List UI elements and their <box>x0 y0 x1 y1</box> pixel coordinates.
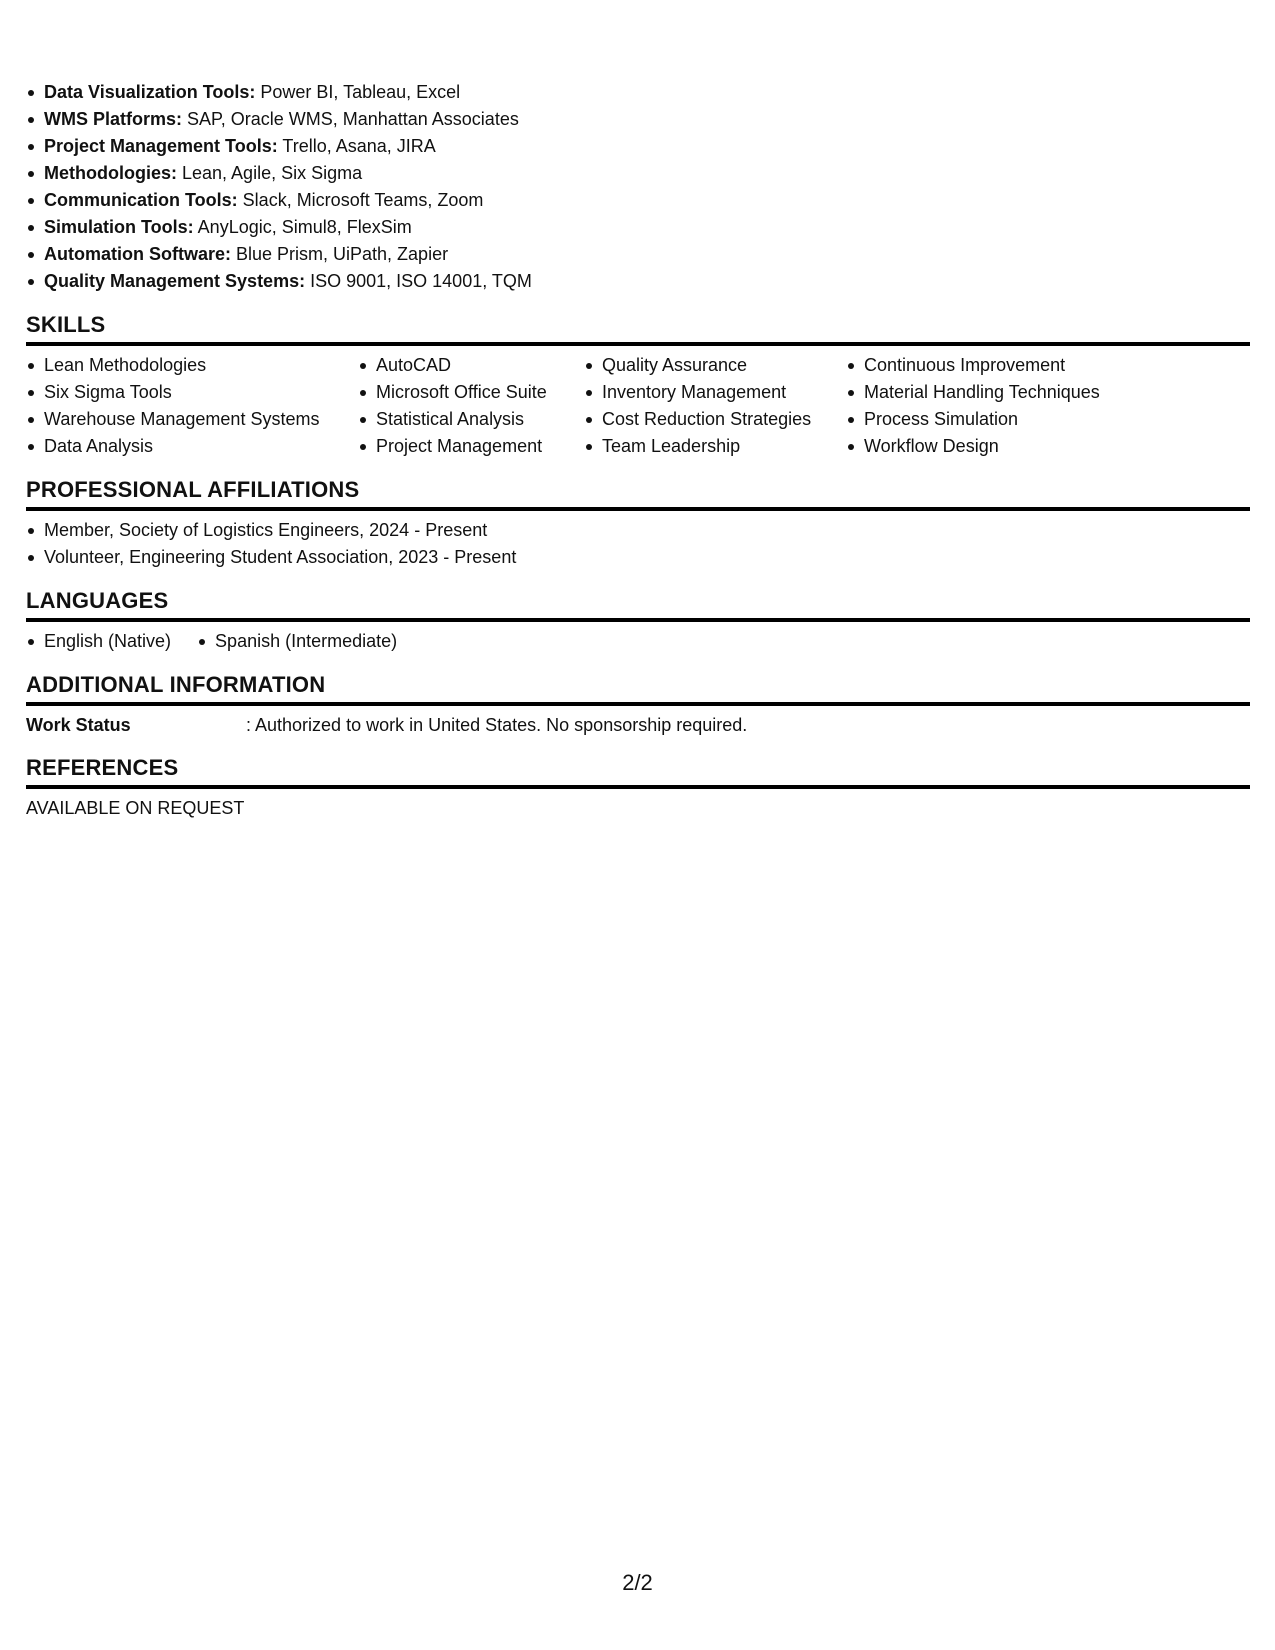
resume-content <box>26 79 1250 821</box>
skill-item: Inventory Management <box>584 379 846 406</box>
skill-item: AutoCAD <box>358 352 584 379</box>
skill-item: Warehouse Management Systems <box>26 406 358 433</box>
tool-value: Blue Prism, UiPath, Zapier <box>231 244 449 264</box>
skills-column <box>846 352 1146 460</box>
skills-column <box>358 352 584 460</box>
skills-column <box>584 352 846 460</box>
skill-item: Data Analysis <box>26 433 358 460</box>
list-item <box>26 214 1250 241</box>
language-item: English (Native) <box>26 628 171 655</box>
list-item <box>26 106 1250 133</box>
tools-list <box>26 79 1250 295</box>
affiliations-heading: PROFESSIONAL AFFILIATIONS <box>26 477 1250 511</box>
skill-item: Material Handling Techniques <box>846 379 1146 406</box>
work-status-label: Work Status <box>26 715 131 735</box>
work-status-row <box>26 712 1250 738</box>
tool-value: Power BI, Tableau, Excel <box>255 82 461 102</box>
list-item <box>26 268 1250 295</box>
tool-label: Data Visualization Tools: <box>44 82 256 102</box>
languages-heading: LANGUAGES <box>26 588 1250 622</box>
tool-value: Slack, Microsoft Teams, Zoom <box>237 190 484 210</box>
list-item <box>26 187 1250 214</box>
skills-column <box>26 352 358 460</box>
tool-value: AnyLogic, Simul8, FlexSim <box>193 217 412 237</box>
skills-heading: SKILLS <box>26 312 1250 346</box>
skill-item: Cost Reduction Strategies <box>584 406 846 433</box>
affiliation-item: Volunteer, Engineering Student Association, 2023 - Present <box>26 544 1250 571</box>
languages-list <box>26 628 1250 655</box>
skill-item: Process Simulation <box>846 406 1146 433</box>
tool-label: Methodologies: <box>44 163 177 183</box>
references-text: AVAILABLE ON REQUEST <box>26 798 245 818</box>
skill-item: Workflow Design <box>846 433 1146 460</box>
list-item <box>26 79 1250 106</box>
references-heading: REFERENCES <box>26 755 1250 789</box>
skill-item: Team Leadership <box>584 433 846 460</box>
skill-item: Six Sigma Tools <box>26 379 358 406</box>
affiliations-list <box>26 517 1250 571</box>
language-item: Spanish (Intermediate) <box>197 628 397 655</box>
list-item <box>26 160 1250 187</box>
additional-info-heading: ADDITIONAL INFORMATION <box>26 672 1250 706</box>
skill-item: Statistical Analysis <box>358 406 584 433</box>
affiliation-item: Member, Society of Logistics Engineers, 2024 - Present <box>26 517 1250 544</box>
skill-item: Project Management <box>358 433 584 460</box>
skill-item: Quality Assurance <box>584 352 846 379</box>
page-number: 2/2 <box>622 1570 653 1595</box>
tool-value: ISO 9001, ISO 14001, TQM <box>305 271 532 291</box>
work-status-value: : Authorized to work in United States. No sponsorship required. <box>246 715 748 735</box>
skills-grid <box>26 352 1250 460</box>
list-item <box>26 241 1250 268</box>
tool-value: Trello, Asana, JIRA <box>277 136 436 156</box>
tool-value: Lean, Agile, Six Sigma <box>177 163 363 183</box>
tool-label: Quality Management Systems: <box>44 271 306 291</box>
tool-label: Communication Tools: <box>44 190 238 210</box>
list-item <box>26 133 1250 160</box>
tool-label: WMS Platforms: <box>44 109 183 129</box>
tool-value: SAP, Oracle WMS, Manhattan Associates <box>182 109 519 129</box>
tool-label: Automation Software: <box>44 244 231 264</box>
skill-item: Microsoft Office Suite <box>358 379 584 406</box>
tool-label: Project Management Tools: <box>44 136 278 156</box>
skill-item: Continuous Improvement <box>846 352 1146 379</box>
skill-item: Lean Methodologies <box>26 352 358 379</box>
tool-label: Simulation Tools: <box>44 217 194 237</box>
